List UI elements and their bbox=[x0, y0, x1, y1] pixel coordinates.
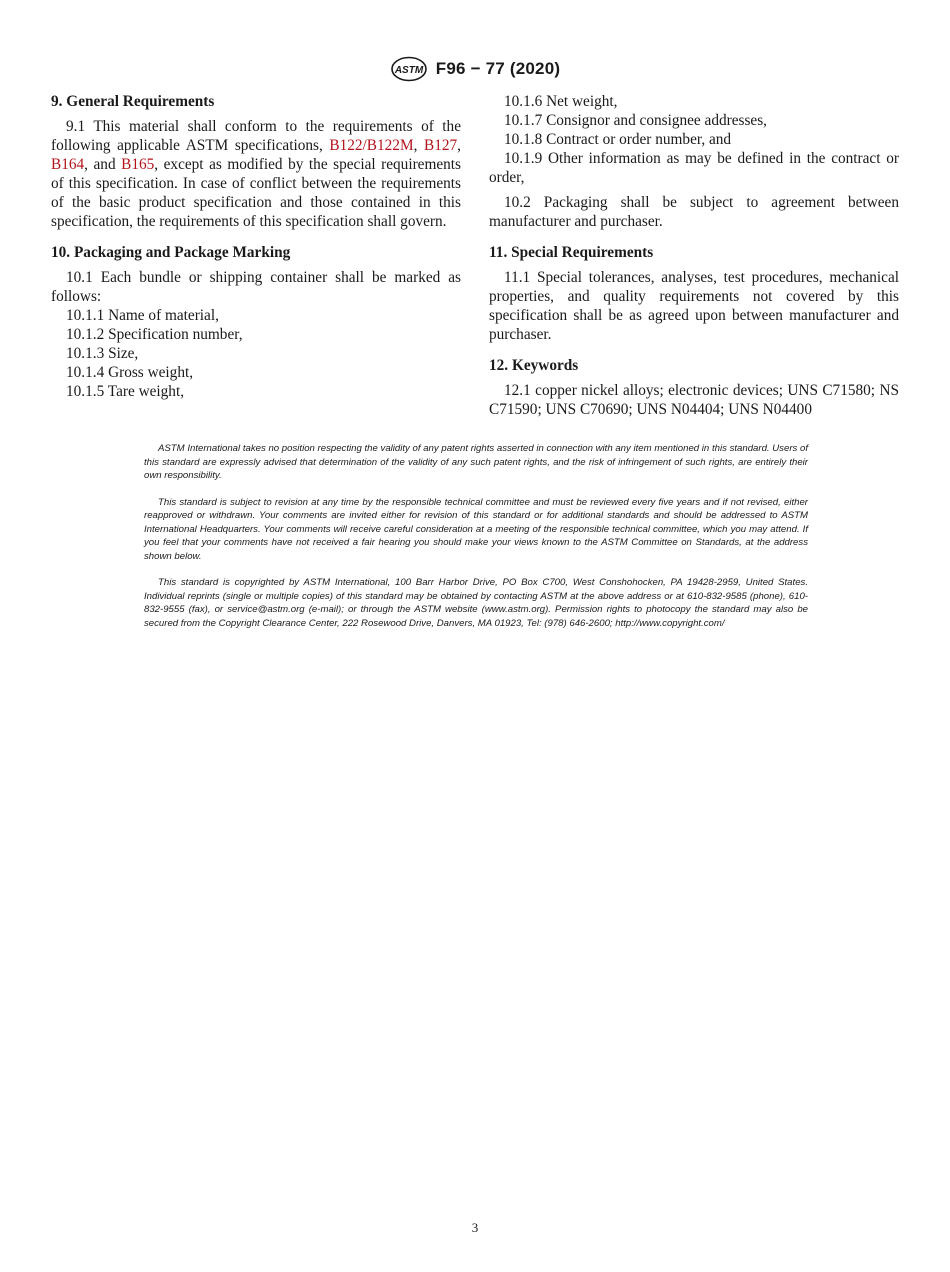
ref-b127-link[interactable]: B127 bbox=[424, 137, 458, 154]
ref-b165-link[interactable]: B165 bbox=[121, 156, 155, 173]
list-item: 10.1.2 Specification number, bbox=[66, 326, 243, 343]
footnotes bbox=[144, 442, 808, 643]
paragraph-10-2: 10.2 Packaging shall be subject to agreement between manufacturer and purchaser. bbox=[489, 194, 899, 230]
ref-b164-link[interactable]: B164 bbox=[51, 156, 85, 173]
section-10-heading: 10. Packaging and Package Marking bbox=[51, 244, 291, 261]
list-item: 10.1.6 Net weight, bbox=[504, 93, 618, 110]
list-item: 10.1.8 Contract or order number, and bbox=[504, 131, 732, 148]
paragraph-11-1: 11.1 Special tolerances, analyses, test procedures, mechanical properties, and quality requirements not covered by this specification shall be as agreed upon between manufacturer and purchaser. bbox=[489, 269, 899, 343]
left-column bbox=[51, 92, 461, 401]
list-item: 10.1.5 Tare weight, bbox=[66, 383, 185, 400]
standard-designation: F96 − 77 (2020) bbox=[435, 59, 561, 78]
paragraph-10-1: 10.1 Each bundle or shipping container shall be marked as follows: bbox=[51, 269, 461, 305]
revision-notice: This standard is subject to revision at any time by the responsible technical committee and must be reviewed every five years and if not revised, either reapproved or withdrawn. Your comments are invited either for revision of this standard or for additional standards and should be addressed to ASTM International Headquarters. Your comments will receive careful consideration at a meeting of the responsible technical committee, which you may attend. If you feel that your comments have not received a fair hearing you should make your views known to the ASTM Committee on Standards, at the address shown below. bbox=[144, 496, 808, 562]
list-item-10-1-9: 10.1.9 Other information as may be defined in the contract or order, bbox=[489, 150, 899, 186]
list-item: 10.1.4 Gross weight, bbox=[66, 364, 194, 381]
astm-logo-icon bbox=[390, 56, 428, 82]
page-number: 3 bbox=[471, 1220, 479, 1235]
right-column bbox=[489, 92, 899, 425]
section-9-heading: 9. General Requirements bbox=[51, 93, 215, 110]
section-12-heading: 12. Keywords bbox=[489, 357, 579, 374]
patent-notice: ASTM International takes no position respecting the validity of any patent rights asserted in connection with any item mentioned in this standard. Users of this standard are expressly advised that determination of the validity of any such patent rights, and the risk of infringement of such rights, are entirely their own responsibility. bbox=[144, 443, 808, 481]
section-11-heading: 11. Special Requirements bbox=[489, 244, 654, 261]
list-item: 10.1.1 Name of material, bbox=[66, 307, 219, 324]
copyright-notice: This standard is copyrighted by ASTM International, 100 Barr Harbor Drive, PO Box C700, West Conshohocken, PA 19428-2959, United States. Individual reprints (single or multiple copies) of this standard may be obtained by contacting ASTM at the above address or at 610-832-9585 (phone), 610-832-9555 (fax), or service@astm.org (e-mail); or through the ASTM website (www.astm.org). Permission rights to photocopy the standard may also be secured from the Copyright Clearance Center, 222 Rosewood Drive, Danvers, MA 01923, Tel: (978) 646-2600; http://www.copyright.com/ bbox=[144, 577, 808, 629]
ref-b122-link[interactable]: B122/B122M bbox=[329, 137, 414, 154]
paragraph-9-1: 9.1 This material shall conform to the requirements of the following applicable ASTM specifications, B122/B122M, B127, B164, and B165, except as modified by the special requirements of this specification. In case of conflict between the requirements of the basic product specification and those contained in this specification, the requirements of this specification shall govern. bbox=[51, 118, 461, 230]
page-header bbox=[0, 56, 950, 82]
svg-text:ASTM: ASTM bbox=[394, 65, 423, 76]
list-item: 10.1.3 Size, bbox=[66, 345, 139, 362]
list-item: 10.1.7 Consignor and consignee addresses, bbox=[504, 112, 767, 129]
paragraph-12-1: 12.1 copper nickel alloys; electronic devices; UNS C71580; NS C71590; UNS C70690; UNS N04404; UNS N04400 bbox=[489, 382, 899, 418]
